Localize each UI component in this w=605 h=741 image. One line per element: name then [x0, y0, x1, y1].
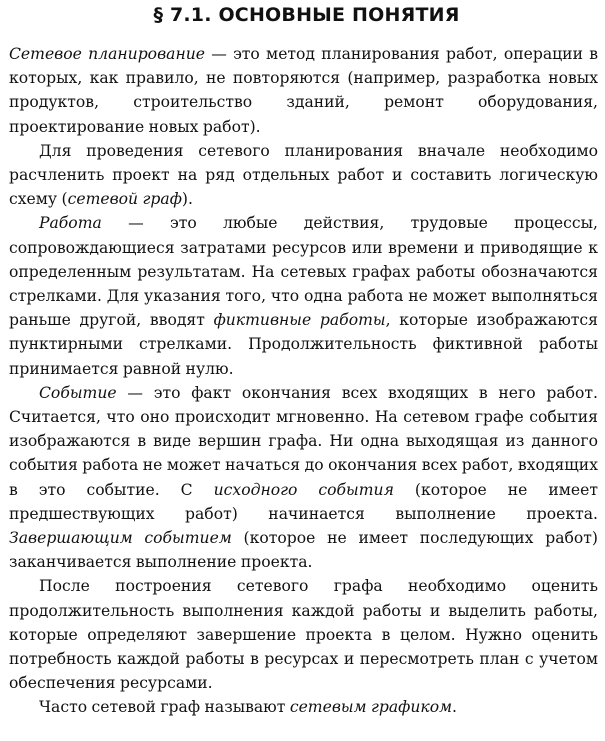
paragraph-text: — это метод планирования работ, операции в которых, как правило, не повторяются (например, разработка новых продуктов, строительство зданий, ремонт оборудования, проектирование новых работ).: [9, 45, 598, 136]
paragraph-text: После построения сетевого графа необходимо оценить продолжительность выполнения каждой работы и выделить работы, которые определяют завершение проекта в целом. Нужно оценить потребность каждой работы в ресурсах и пересмотреть план с учетом обеспечения ресурсами.: [9, 577, 598, 693]
paragraph-text: Часто сетевой граф называют: [39, 698, 290, 717]
paragraph-text: .: [452, 698, 457, 717]
paragraph-duration: [9, 574, 598, 695]
term-dummy-work: фиктивные работы: [213, 311, 386, 330]
paragraph-text: — это факт окончания всех входящих в него работ. Считается, что оно происходит мгновенно. На сетевом графе события изображаются в виде вершин графа. Ни одна выходящая из данного события работа не может начаться до окончания всех работ, входящих в это событие. С: [9, 383, 598, 499]
paragraph-text: — это любые действия, трудовые процессы, сопровождающиеся затратами ресурсов или времени и приводящие к определенным результатам. На сетевых графах работы обозначаются стрелками. Для указания того, что одна работа не может выполняться раньше другой, вводят: [9, 214, 598, 330]
document-page: [9, 0, 598, 720]
section-heading: § 7.1. ОСНОВНЫЕ ПОНЯТИЯ: [153, 4, 460, 26]
paragraph-event: [9, 381, 598, 575]
paragraph-text: (которое не имеет предшествующих работ) начинается выполнение проекта.: [9, 480, 598, 523]
term-network-chart: сетевым графиком: [289, 698, 453, 717]
term-final-event: Завершающим событием: [9, 529, 232, 548]
paragraph-network-chart: [9, 695, 598, 719]
paragraph-network-graph: [9, 139, 598, 212]
paragraph-text: Для проведения сетевого планирования вначале необходимо расчленить проект на ряд отдельных работ и составить логическую схему (: [9, 141, 598, 209]
term-network-planning: Сетевое планирование: [9, 45, 205, 63]
paragraph-network-planning: [9, 42, 598, 139]
term-event: Событие: [39, 383, 117, 402]
paragraph-text: ).: [181, 190, 193, 209]
paragraph-text: , которые изображаются пунктирными стрелками. Продолжительность фиктивной работы принимается равной нулю.: [9, 311, 599, 378]
term-initial-event: исходного события: [213, 480, 394, 499]
paragraph-text: (которое не имеет последующих работ) заканчивается выполнение проекта.: [9, 529, 598, 572]
paragraph-work: [9, 211, 598, 380]
term-work: Работа: [39, 214, 102, 233]
term-network-graph: сетевой граф: [67, 190, 182, 209]
